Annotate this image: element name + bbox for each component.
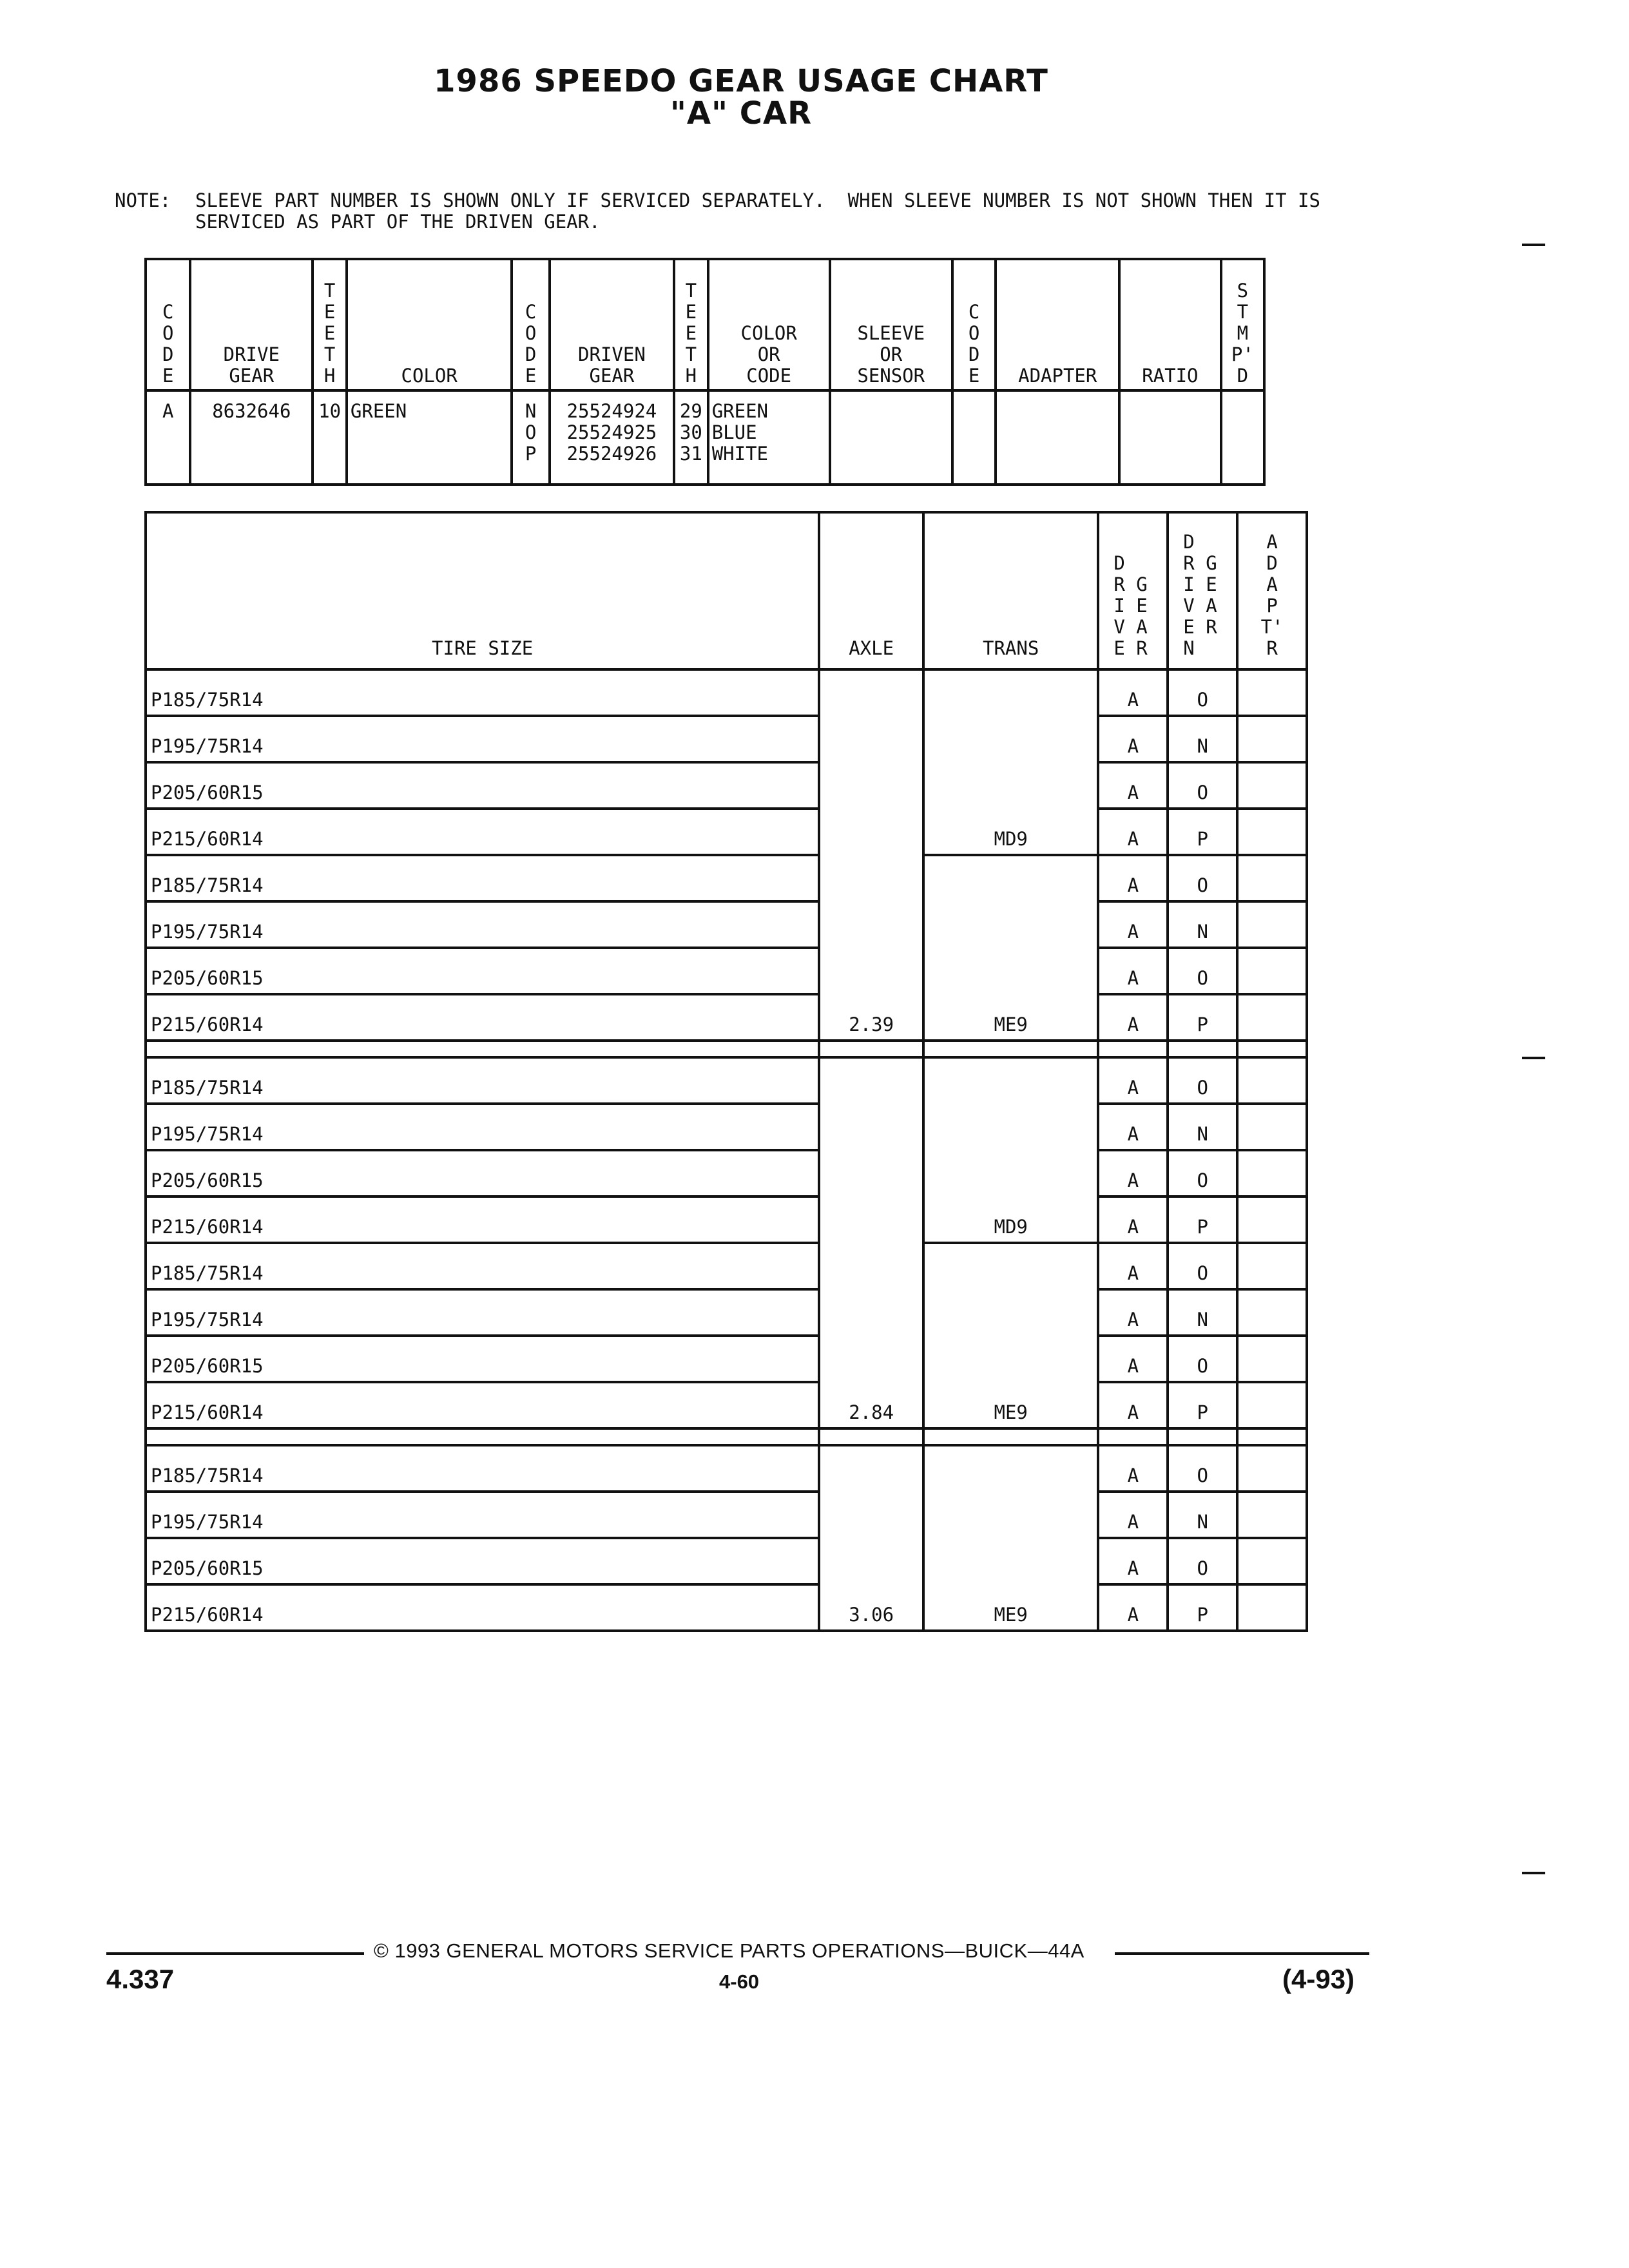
gear-table-header-row — [146, 259, 1264, 390]
cell-adapter — [1237, 809, 1307, 855]
group-separator-row — [146, 1041, 1307, 1057]
margin-mark — [1522, 1872, 1545, 1874]
table-row — [146, 1445, 1307, 1492]
cell-driven-gear-code: O — [1168, 1336, 1237, 1382]
table-row — [146, 901, 1307, 948]
cell-adapter — [1237, 762, 1307, 809]
table-row — [146, 1150, 1307, 1196]
cell-drive-gear-code: A — [1098, 669, 1168, 716]
cell-drive-gear-code: A — [1098, 1289, 1168, 1336]
cell-tire-size: P205/60R15 — [146, 762, 819, 809]
footer-date-code: (4-93) — [1282, 1964, 1355, 1994]
cell-drive-gear-code: A — [1098, 948, 1168, 994]
separator-cell — [923, 1428, 1098, 1445]
margin-mark — [1522, 244, 1545, 246]
header-driven-teeth: T E E T H — [674, 259, 708, 390]
header-driven-code: C O D E — [512, 259, 549, 390]
cell-axle — [819, 1150, 923, 1196]
cell-axle — [819, 1289, 923, 1336]
separator-cell — [146, 1428, 819, 1445]
table-row — [146, 1584, 1307, 1631]
cell-tire-size: P185/75R14 — [146, 669, 819, 716]
footer-rule-left — [106, 1952, 364, 1955]
cell-axle — [819, 1243, 923, 1289]
cell-driven-gear-code: O — [1168, 855, 1237, 901]
cell-axle — [819, 1104, 923, 1150]
cell-axle: 3.06 — [819, 1584, 923, 1631]
cell-tire-size: P195/75R14 — [146, 1289, 819, 1336]
cell-tire-size: P185/75R14 — [146, 1243, 819, 1289]
cell-tire-size: P185/75R14 — [146, 1057, 819, 1104]
cell-driven-colors: GREEN BLUE WHITE — [711, 400, 769, 465]
table-row — [146, 1104, 1307, 1150]
cell-trans — [923, 669, 1098, 716]
cell-stmpd — [1221, 390, 1264, 485]
cell-tire-size: P185/75R14 — [146, 1445, 819, 1492]
margin-mark — [1522, 1057, 1545, 1059]
cell-teeth: 10 — [313, 390, 347, 485]
cell-trans: ME9 — [923, 1584, 1098, 1631]
table-row — [146, 809, 1307, 855]
header-color: COLOR — [347, 259, 512, 390]
cell-trans — [923, 1538, 1098, 1584]
cell-tire-size: P215/60R14 — [146, 809, 819, 855]
header-adapter: A D A P T' R — [1237, 512, 1307, 669]
cell-trans — [923, 1057, 1098, 1104]
table-row — [146, 1336, 1307, 1382]
page-subtitle: "A" CAR — [670, 95, 813, 131]
cell-drive-gear-code: A — [1098, 1336, 1168, 1382]
header-sleeve-or-sensor: SLEEVE OR SENSOR — [830, 259, 952, 390]
cell-tire-size: P205/60R15 — [146, 948, 819, 994]
cell-adapter — [1237, 901, 1307, 948]
cell-driven-gear-code: N — [1168, 1289, 1237, 1336]
cell-adapter — [1237, 716, 1307, 762]
separator-cell — [1098, 1041, 1168, 1057]
cell-adapter — [1237, 1196, 1307, 1243]
cell-trans — [923, 1492, 1098, 1538]
cell-drive-gear-code: A — [1098, 1382, 1168, 1428]
separator-cell — [923, 1041, 1098, 1057]
cell-tire-size: P195/75R14 — [146, 716, 819, 762]
usage-table-body — [146, 669, 1307, 1631]
separator-cell — [146, 1041, 819, 1057]
cell-tire-size: P215/60R14 — [146, 994, 819, 1041]
page-title: 1986 SPEEDO GEAR USAGE CHART — [434, 63, 1048, 99]
header-axle: AXLE — [819, 512, 923, 669]
cell-drive-gear-code: A — [1098, 716, 1168, 762]
cell-trans — [923, 1445, 1098, 1492]
gear-table-row — [146, 390, 1264, 485]
cell-tire-size: P205/60R15 — [146, 1150, 819, 1196]
cell-trans — [923, 762, 1098, 809]
cell-drive-gear-code: A — [1098, 1538, 1168, 1584]
cell-adapter — [1237, 1336, 1307, 1382]
separator-cell — [1168, 1041, 1237, 1057]
cell-driven-gear-code: P — [1168, 1382, 1237, 1428]
cell-trans: ME9 — [923, 1382, 1098, 1428]
separator-cell — [1237, 1041, 1307, 1057]
cell-axle: 2.39 — [819, 994, 923, 1041]
cell-trans: ME9 — [923, 994, 1098, 1041]
cell-drive-gear-code: A — [1098, 1057, 1168, 1104]
cell-axle — [819, 716, 923, 762]
header-adapter: ADAPTER — [996, 259, 1119, 390]
table-row — [146, 762, 1307, 809]
separator-cell — [1237, 1428, 1307, 1445]
cell-axle — [819, 901, 923, 948]
cell-adapter — [1237, 1289, 1307, 1336]
footer-copyright: © 1993 GENERAL MOTORS SERVICE PARTS OPERATIONS—BUICK—44A — [374, 1939, 1084, 1962]
cell-tire-size: P195/75R14 — [146, 1492, 819, 1538]
cell-driven-gear-code: N — [1168, 901, 1237, 948]
cell-tire-size: P205/60R15 — [146, 1336, 819, 1382]
header-sleeve-code: C O D E — [952, 259, 996, 390]
cell-axle: 2.84 — [819, 1382, 923, 1428]
table-row — [146, 716, 1307, 762]
cell-driven-gear-code: O — [1168, 1057, 1237, 1104]
cell-drive-gear-code: A — [1098, 901, 1168, 948]
cell-axle — [819, 1538, 923, 1584]
cell-trans — [923, 716, 1098, 762]
cell-drive-gear-code: A — [1098, 1492, 1168, 1538]
separator-cell — [1098, 1428, 1168, 1445]
table-row — [146, 669, 1307, 716]
cell-driven-gear-code: O — [1168, 1538, 1237, 1584]
header-trans: TRANS — [923, 512, 1098, 669]
cell-adapter — [1237, 1243, 1307, 1289]
cell-drive-gear-code: A — [1098, 855, 1168, 901]
cell-driven-gear-code: O — [1168, 1243, 1237, 1289]
cell-driven-gear-code: O — [1168, 1150, 1237, 1196]
cell-drive-gear-code: A — [1098, 1150, 1168, 1196]
cell-driven-gear-code: N — [1168, 1104, 1237, 1150]
cell-axle — [819, 1057, 923, 1104]
header-tire-size: TIRE SIZE — [146, 512, 819, 669]
table-row — [146, 1289, 1307, 1336]
cell-axle — [819, 1196, 923, 1243]
cell-adapter — [1237, 1057, 1307, 1104]
separator-cell — [819, 1428, 923, 1445]
cell-driven-gear-code: P — [1168, 809, 1237, 855]
cell-driven-gear-code: O — [1168, 948, 1237, 994]
cell-drive-gear-code: A — [1098, 1104, 1168, 1150]
table-row — [146, 1196, 1307, 1243]
cell-tire-size: P215/60R14 — [146, 1584, 819, 1631]
cell-axle — [819, 1492, 923, 1538]
separator-cell — [819, 1041, 923, 1057]
cell-tire-size: P185/75R14 — [146, 855, 819, 901]
cell-tire-size: P195/75R14 — [146, 1104, 819, 1150]
cell-drive-gear-code: A — [1098, 762, 1168, 809]
cell-trans — [923, 948, 1098, 994]
cell-driven-teeth: 29 30 31 — [679, 400, 702, 465]
cell-adapter — [1237, 1382, 1307, 1428]
cell-trans: MD9 — [923, 1196, 1098, 1243]
cell-trans — [923, 855, 1098, 901]
cell-driven-gear-code: P — [1168, 1584, 1237, 1631]
header-drive-gear: DRIVE GEAR — [190, 259, 313, 390]
cell-adapter — [1237, 1538, 1307, 1584]
cell-adapter — [1237, 1492, 1307, 1538]
table-row — [146, 855, 1307, 901]
cell-axle — [819, 855, 923, 901]
cell-axle — [819, 762, 923, 809]
table-row — [146, 1538, 1307, 1584]
header-color-or-code: COLOR OR CODE — [708, 259, 830, 390]
separator-cell — [1168, 1428, 1237, 1445]
cell-tire-size: P205/60R15 — [146, 1538, 819, 1584]
cell-axle — [819, 1445, 923, 1492]
cell-driven-gear-code: N — [1168, 1492, 1237, 1538]
usage-table-header-row — [146, 512, 1307, 669]
cell-drive-gear-code: A — [1098, 1243, 1168, 1289]
cell-trans — [923, 1104, 1098, 1150]
cell-adapter — [1237, 994, 1307, 1041]
cell-color: GREEN — [347, 390, 512, 485]
cell-drive-gear-code: A — [1098, 1196, 1168, 1243]
cell-tire-size: P215/60R14 — [146, 1382, 819, 1428]
cell-trans — [923, 1150, 1098, 1196]
cell-sleeve — [830, 390, 952, 485]
cell-axle — [819, 1336, 923, 1382]
cell-trans — [923, 1243, 1098, 1289]
cell-driven-codes: N O P — [525, 400, 537, 465]
cell-trans — [923, 1289, 1098, 1336]
cell-driven-gear-code: P — [1168, 1196, 1237, 1243]
cell-ratio — [1119, 390, 1221, 485]
cell-adapter — [1237, 948, 1307, 994]
header-ratio: RATIO — [1119, 259, 1221, 390]
cell-drive-gear-code: A — [1098, 1445, 1168, 1492]
cell-driven-gear-code: P — [1168, 994, 1237, 1041]
header-teeth: T E E T H — [313, 259, 347, 390]
note-label: NOTE: — [115, 189, 171, 211]
table-row — [146, 1243, 1307, 1289]
cell-adapter — [1237, 1150, 1307, 1196]
table-row — [146, 1492, 1307, 1538]
footer-page-number: 4.337 — [106, 1964, 175, 1994]
cell-trans — [923, 901, 1098, 948]
cell-adapter — [1237, 1104, 1307, 1150]
cell-trans — [923, 1336, 1098, 1382]
note-text-line-1: SLEEVE PART NUMBER IS SHOWN ONLY IF SERVICED SEPARATELY. WHEN SLEEVE NUMBER IS NOT SHOWN THEN IT IS — [195, 189, 1320, 211]
header-driven-gear: D R G I E V A E R N — [1168, 512, 1237, 669]
note-text-line-2: SERVICED AS PART OF THE DRIVEN GEAR. — [195, 211, 601, 233]
cell-axle — [819, 669, 923, 716]
header-stmpd: S T M P' D — [1221, 259, 1264, 390]
cell-driven-gears: 25524924 25524925 25524926 — [566, 400, 657, 465]
cell-drive-gear-code: A — [1098, 994, 1168, 1041]
cell-drive-gear-code: A — [1098, 809, 1168, 855]
table-row — [146, 994, 1307, 1041]
cell-adapter — [1237, 1584, 1307, 1631]
cell-drive-gear: 8632646 — [190, 390, 313, 485]
cell-adapter — [1237, 669, 1307, 716]
cell-adapter — [996, 390, 1119, 485]
header-driven-gear: DRIVEN GEAR — [550, 259, 674, 390]
header-driver-gear: D R G I E V A E R — [1098, 512, 1168, 669]
cell-driven-gear-code: O — [1168, 762, 1237, 809]
cell-code: A — [146, 390, 190, 485]
cell-tire-size: P215/60R14 — [146, 1196, 819, 1243]
cell-drive-gear-code: A — [1098, 1584, 1168, 1631]
cell-adapter — [1237, 1445, 1307, 1492]
gear-table — [144, 258, 1266, 486]
cell-sleeve-code — [952, 390, 996, 485]
cell-driven-gear-code: N — [1168, 716, 1237, 762]
cell-driven-gear-code: O — [1168, 669, 1237, 716]
table-row — [146, 1382, 1307, 1428]
footer-rule-right — [1115, 1952, 1369, 1955]
table-row — [146, 1057, 1307, 1104]
cell-driven-gear-code: O — [1168, 1445, 1237, 1492]
cell-adapter — [1237, 855, 1307, 901]
header-code: C O D E — [146, 259, 190, 390]
footer-sub-page: 4-60 — [719, 1970, 760, 1993]
cell-axle — [819, 948, 923, 994]
table-row — [146, 948, 1307, 994]
cell-axle — [819, 809, 923, 855]
cell-trans: MD9 — [923, 809, 1098, 855]
cell-tire-size: P195/75R14 — [146, 901, 819, 948]
usage-table — [144, 511, 1308, 1632]
group-separator-row — [146, 1428, 1307, 1445]
